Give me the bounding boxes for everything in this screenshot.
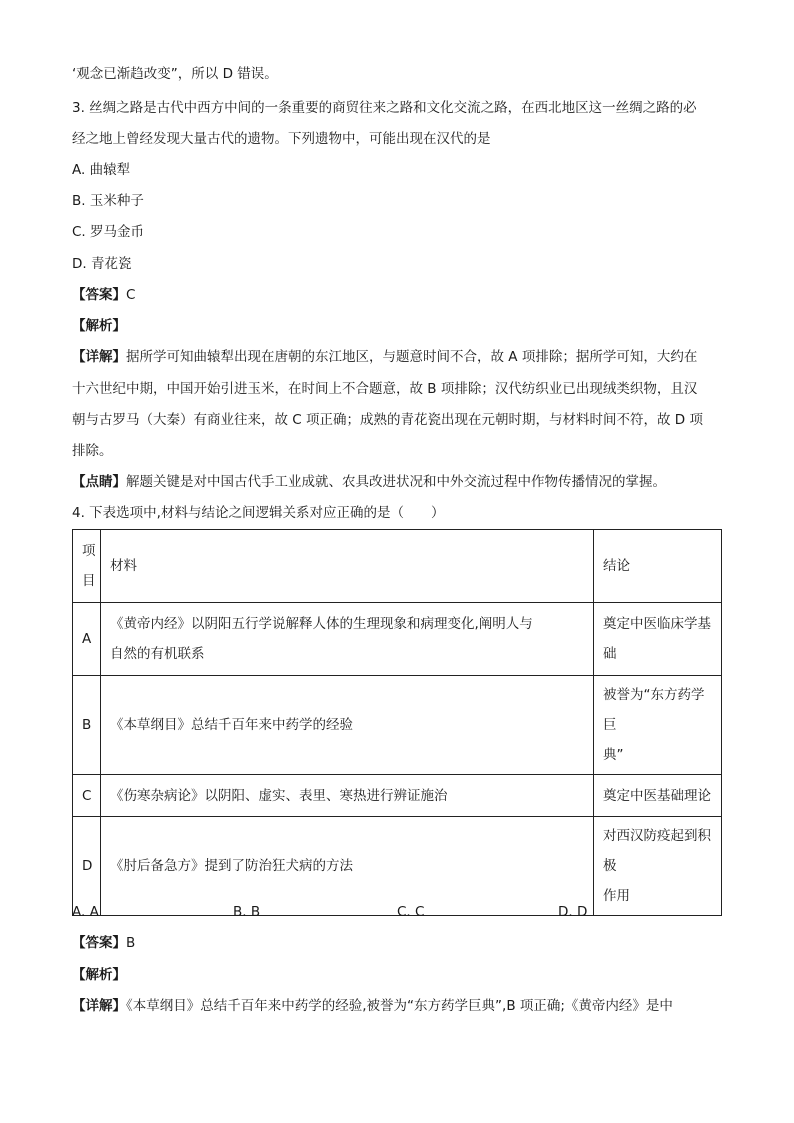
q3-detail-line-3: 朝与古罗马（大秦）有商业往来，故 C 项正确；成熟的青花瓷出现在元朝时期，与材料时间不符，故 D 项 bbox=[72, 412, 703, 428]
row-item: C bbox=[73, 775, 101, 817]
q4-answer bbox=[72, 933, 135, 953]
row-conclusion: 对西汉防疫起到积极 作用 bbox=[594, 817, 722, 916]
q3-option-b: B. 玉米种子 bbox=[72, 193, 144, 209]
row-item: D bbox=[73, 817, 101, 916]
q4-option-d: D. D bbox=[558, 904, 588, 920]
q3-answer-tag: 【答案】 bbox=[72, 287, 126, 303]
header-conclusion: 结论 bbox=[594, 530, 722, 603]
q4-analysis-tag: 【解析】 bbox=[72, 967, 126, 983]
intro-line: ‘观念已渐趋改变”，所以 D 错误。 bbox=[72, 66, 278, 82]
q3-stem-line-1: 3. 丝绸之路是古代中西方中间的一条重要的商贸往来之路和文化交流之路，在西北地区这一丝绸之路的必 bbox=[72, 100, 697, 116]
q4-answer-value: B bbox=[126, 935, 136, 951]
row-conclusion: 奠定中医临床学基础 bbox=[594, 603, 722, 676]
q4-detail-line-1 bbox=[72, 996, 673, 1016]
table-header-row bbox=[73, 530, 722, 603]
q3-answer-value: C bbox=[126, 287, 136, 303]
table-row bbox=[73, 603, 722, 676]
q4-option-b: B. B bbox=[233, 904, 261, 920]
row-conclusion: 奠定中医基础理论 bbox=[594, 775, 722, 817]
row-material: 《伤寒杂病论》以阴阳、虚实、表里、寒热进行辨证施治 bbox=[101, 775, 594, 817]
header-material: 材料 bbox=[101, 530, 594, 603]
table-row bbox=[73, 775, 722, 817]
q3-option-d: D. 青花瓷 bbox=[72, 256, 132, 272]
q3-analysis-tag: 【解析】 bbox=[72, 318, 126, 334]
q3-comment bbox=[72, 472, 666, 492]
row-item: A bbox=[73, 603, 101, 676]
q3-detail-line-1 bbox=[72, 347, 697, 367]
q3-option-c: C. 罗马金币 bbox=[72, 224, 145, 240]
q4-table bbox=[72, 529, 722, 916]
q3-detail-line-4: 排除。 bbox=[72, 443, 113, 459]
q4-detail-text-1: 《本草纲目》总结千百年来中药学的经验,被誉为“东方药学巨典”,B 项正确;《黄帝内经》是中 bbox=[126, 998, 673, 1014]
q4-option-a: A. A bbox=[72, 904, 99, 920]
q3-detail-text-1: 据所学可知曲辕犁出现在唐朝的东江地区，与题意时间不合，故 A 项排除；据所学可知，大约在 bbox=[126, 349, 698, 365]
q3-comment-tag: 【点睛】 bbox=[72, 474, 126, 490]
table-row bbox=[73, 817, 722, 916]
row-material: 《本草纲目》总结千百年来中药学的经验 bbox=[101, 676, 594, 775]
q3-detail-tag: 【详解】 bbox=[72, 349, 126, 365]
q4-detail-tag: 【详解】 bbox=[72, 998, 126, 1014]
row-item: B bbox=[73, 676, 101, 775]
q3-detail-line-2: 十六世纪中期，中国开始引进玉米，在时间上不合题意，故 B 项排除；汉代纺织业已出现绒类织物，且汉 bbox=[72, 381, 698, 397]
header-item: 项 目 bbox=[73, 530, 101, 603]
row-conclusion: 被誉为“东方药学巨 典” bbox=[594, 676, 722, 775]
row-material: 《黄帝内经》以阴阳五行学说解释人体的生理现象和病理变化,阐明人与 自然的有机联系 bbox=[101, 603, 594, 676]
q3-comment-text: 解题关键是对中国古代手工业成就、农具改进状况和中外交流过程中作物传播情况的掌握。 bbox=[126, 474, 666, 490]
q4-option-c: C. C bbox=[397, 904, 425, 920]
table-row bbox=[73, 676, 722, 775]
row-material: 《肘后备急方》提到了防治狂犬病的方法 bbox=[101, 817, 594, 916]
q3-stem-line-2: 经之地上曾经发现大量古代的遗物。下列遗物中，可能出现在汉代的是 bbox=[72, 131, 491, 147]
q3-answer bbox=[72, 285, 135, 305]
q3-option-a: A. 曲辕犁 bbox=[72, 162, 131, 178]
q4-stem: 4. 下表选项中,材料与结论之间逻辑关系对应正确的是（ ） bbox=[72, 505, 445, 521]
q4-answer-tag: 【答案】 bbox=[72, 935, 126, 951]
